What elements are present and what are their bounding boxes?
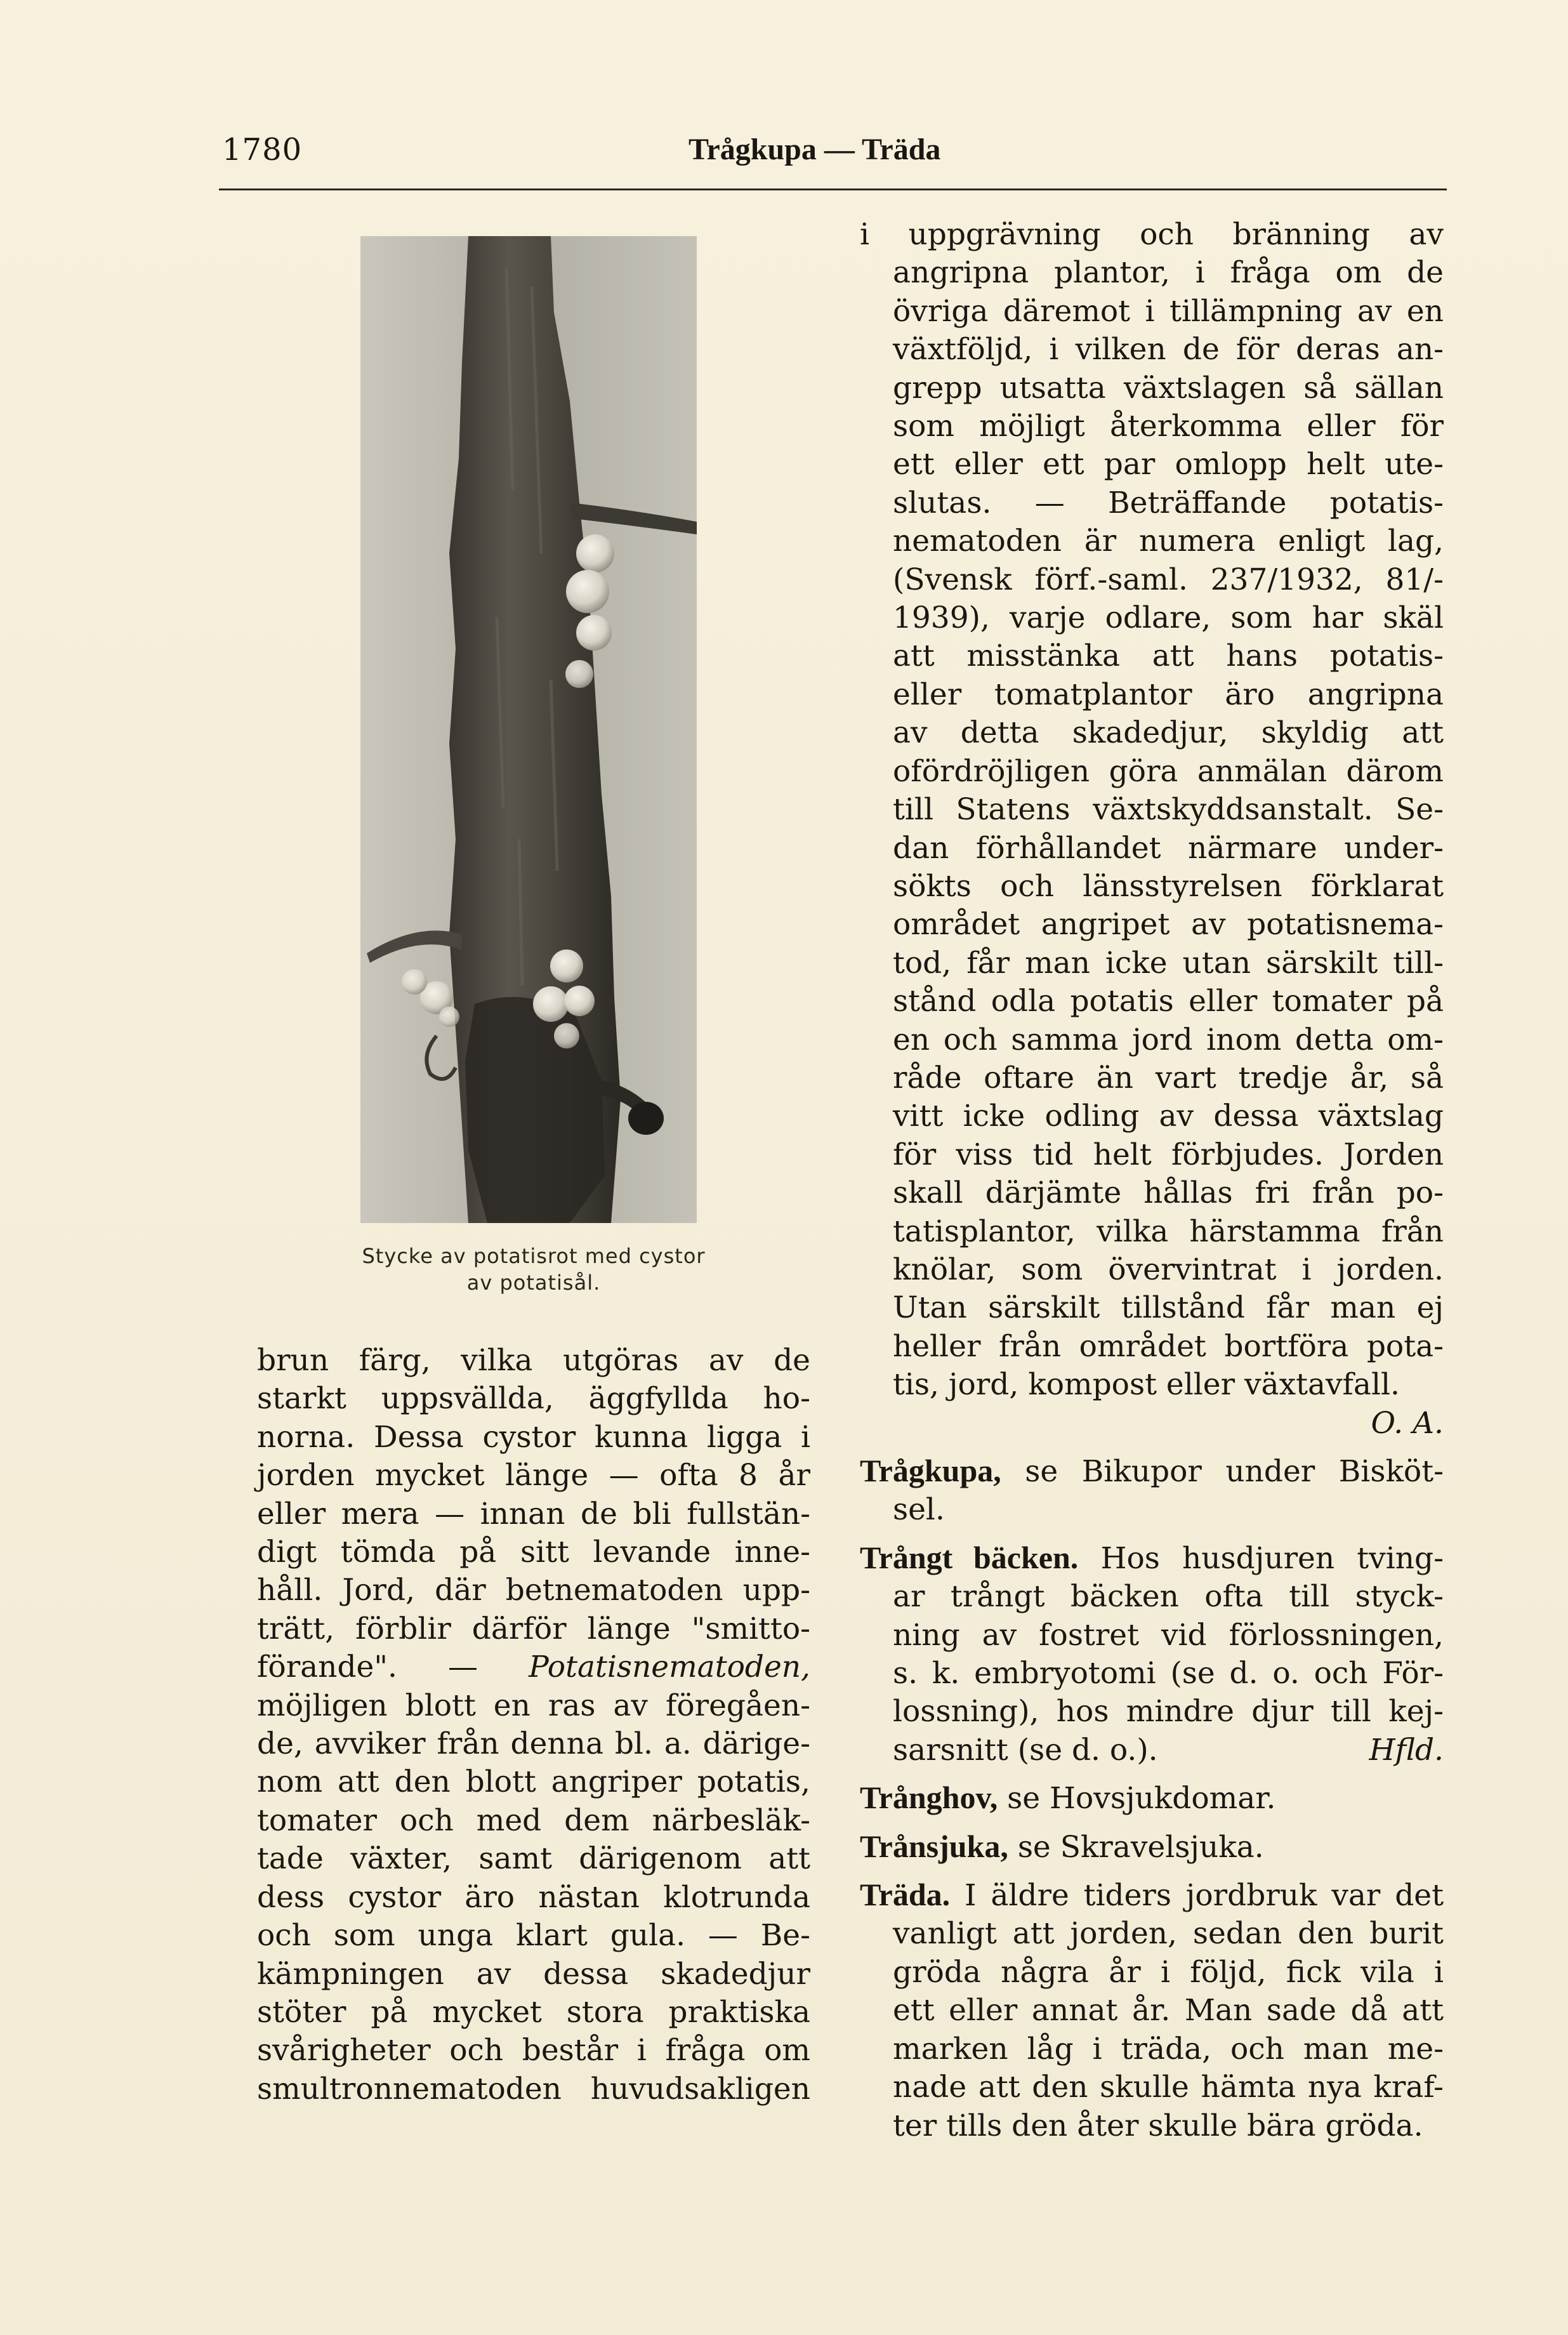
text-segment: sarsnitt (se d. o.). xyxy=(893,1732,1158,1768)
text-line: nade att den skulle hämta nya kraf- xyxy=(893,2070,1444,2105)
text-line: området angripet av potatisnema- xyxy=(893,907,1444,943)
text-segment: se Bikupor under Bisköt- xyxy=(1001,1454,1444,1489)
text-line: norna. Dessa cystor kunna ligga i xyxy=(257,1419,810,1455)
figure-photo xyxy=(360,236,697,1223)
text-line: tade växter, samt därigenom att xyxy=(257,1841,810,1877)
text-line: ett eller ett par omlopp helt ute- xyxy=(893,447,1444,482)
entry-term: Trånghov, xyxy=(860,1780,998,1816)
potato-root-image xyxy=(360,236,697,1223)
text-line: av detta skadedjur, skyldig att xyxy=(893,715,1444,751)
running-title: Trågkupa — Träda xyxy=(688,133,941,166)
text-line: nematoden är numera enligt lag, xyxy=(893,524,1444,559)
text-line: tatisplantor, vilka härstamma från xyxy=(893,1214,1444,1249)
text-line: angripna plantor, i fråga om de xyxy=(893,255,1444,291)
text-line: övriga däremot i tillämpning av en xyxy=(893,293,1444,329)
text-line: sökts och länsstyrelsen förklarat xyxy=(893,868,1444,904)
text-line: eller mera — innan de bli fullstän- xyxy=(257,1496,810,1531)
text-line: dess cystor äro nästan klotrunda xyxy=(257,1879,810,1915)
text-segment: se Hovsjukdomar. xyxy=(998,1781,1276,1816)
species-name: Potatisnematoden, xyxy=(529,1650,810,1685)
text-line xyxy=(860,1875,1444,1915)
entry-term: Trånsjuka, xyxy=(860,1828,1008,1864)
entry-tranghov xyxy=(860,1778,1444,1818)
text-line: knölar, som övervintrat i jorden. xyxy=(893,1252,1444,1287)
text-line: nom att den blott angriper potatis, xyxy=(257,1764,810,1800)
text-line: som möjligt återkomma eller för xyxy=(893,409,1444,444)
text-line: stöter på mycket stora praktiska xyxy=(257,1994,810,2030)
text-line: håll. Jord, där betnematoden upp- xyxy=(257,1573,810,1608)
left-column xyxy=(257,1342,810,2108)
text-line: ter tills den åter skulle bära gröda. xyxy=(893,2108,1423,2143)
text-line: möjligen blott en ras av föregåen- xyxy=(257,1688,810,1723)
text-line: sel. xyxy=(893,1492,945,1528)
text-line xyxy=(860,1778,1444,1818)
text-line: en och samma jord inom detta om- xyxy=(893,1022,1444,1057)
right-column xyxy=(860,216,1444,2145)
text-line: ning av fostret vid förlossningen, xyxy=(893,1617,1444,1653)
signature-text: O. A. xyxy=(1371,1405,1444,1441)
entry-trada xyxy=(860,1875,1444,2145)
text-line: tod, får man icke utan särskilt till- xyxy=(893,945,1444,981)
text-line: råde oftare än vart tredje år, så xyxy=(893,1060,1444,1095)
text-line: 1939), varje odlare, som har skäl xyxy=(893,600,1444,636)
text-line: (Svensk förf.-saml. 237/1932, 81/- xyxy=(893,562,1444,597)
header-rule xyxy=(219,189,1447,190)
text-line: dan förhållandet närmare under- xyxy=(893,830,1444,866)
text-line: skall därjämte hållas fri från po- xyxy=(893,1175,1444,1211)
text-line: tomater och med dem närbesläk- xyxy=(257,1803,810,1838)
text-segment: Hos husdjuren tving- xyxy=(1078,1540,1444,1576)
text-line: eller tomatplantor äro angripna xyxy=(893,677,1444,712)
text-line: kämpningen av dessa skadedjur xyxy=(257,1956,810,1992)
text-line: ofördröjligen göra anmälan därom xyxy=(893,753,1444,789)
text-line: brun färg, vilka utgöras av de xyxy=(257,1343,810,1378)
text-line: ar trångt bäcken ofta till styck- xyxy=(893,1579,1444,1615)
text-line: slutas. — Beträffande potatis- xyxy=(893,485,1444,520)
text-line: gröda några år i följd, fick vila i xyxy=(893,1954,1444,1990)
text-segment: se Skravelsjuka. xyxy=(1008,1829,1264,1865)
text-line xyxy=(860,1827,1444,1867)
entry-trangt-backen xyxy=(860,1538,1444,1769)
entry-transjuka xyxy=(860,1827,1444,1867)
text-line xyxy=(860,1452,1444,1491)
text-line: till Statens växtskyddsanstalt. Se- xyxy=(893,792,1444,828)
text-line: tis, jord, kompost eller växtavfall. xyxy=(893,1367,1400,1403)
entry-term: Trågkupa, xyxy=(860,1453,1001,1488)
text-line: grepp utsatta växtslagen så sällan xyxy=(893,370,1444,406)
entry-tragkupa xyxy=(860,1452,1444,1530)
text-line: att misstänka att hans potatis- xyxy=(893,638,1444,674)
text-line xyxy=(893,1731,1444,1769)
author-signature xyxy=(893,1405,1444,1443)
text-line: vanligt att jorden, sedan den burit xyxy=(893,1916,1444,1952)
text-line: de, avviker från denna bl. a. därige- xyxy=(257,1726,810,1762)
text-line xyxy=(257,1648,810,1686)
author-signature: Hfld. xyxy=(1369,1732,1444,1768)
text-line: s. k. embryotomi (se d. o. och För- xyxy=(893,1656,1444,1691)
text-segment: förande". — xyxy=(257,1650,529,1685)
text-line: vitt icke odling av dessa växtslag xyxy=(893,1099,1444,1134)
caption-line: Stycke av potatisrot med cystor xyxy=(362,1244,706,1268)
text-line: växtföljd, i vilken de för deras an- xyxy=(893,332,1444,367)
text-line: starkt uppsvällda, äggfyllda ho- xyxy=(257,1381,810,1417)
entry-term: Träda. xyxy=(860,1877,951,1913)
caption-line: av potatisål. xyxy=(466,1271,601,1295)
text-line: marken låg i träda, och man me- xyxy=(893,2031,1444,2067)
text-line: jorden mycket länge — ofta 8 år xyxy=(257,1458,810,1493)
text-line xyxy=(860,1538,1444,1578)
text-line: svårigheter och består i fråga om xyxy=(257,2033,810,2068)
text-line: och som unga klart gula. — Be- xyxy=(257,1918,810,1954)
text-line: digt tömda på sitt levande inne- xyxy=(257,1535,810,1570)
text-line: i uppgrävning och bränning av xyxy=(860,217,1444,252)
text-line: stånd odla potatis eller tomater på xyxy=(893,984,1444,1019)
text-segment: I äldre tiders jordbruk var det xyxy=(950,1878,1444,1914)
text-line: ett eller annat år. Man sade då att xyxy=(893,1993,1444,2028)
entry-term: Trångt bäcken. xyxy=(860,1539,1079,1575)
text-line: heller från området bortföra pota- xyxy=(893,1328,1444,1364)
figure-caption xyxy=(257,1243,810,1296)
text-line: lossning), hos mindre djur till kej- xyxy=(893,1694,1444,1730)
text-line: för viss tid helt förbjudes. Jorden xyxy=(893,1137,1444,1172)
text-line: Utan särskilt tillstånd får man ej xyxy=(893,1290,1444,1326)
continuation-paragraph xyxy=(860,216,1444,1443)
text-line: trätt, förblir därför länge "smitto- xyxy=(257,1611,810,1646)
text-line: smultronnematoden huvudsakligen xyxy=(257,2071,810,2107)
page-number: 1780 xyxy=(222,132,303,168)
